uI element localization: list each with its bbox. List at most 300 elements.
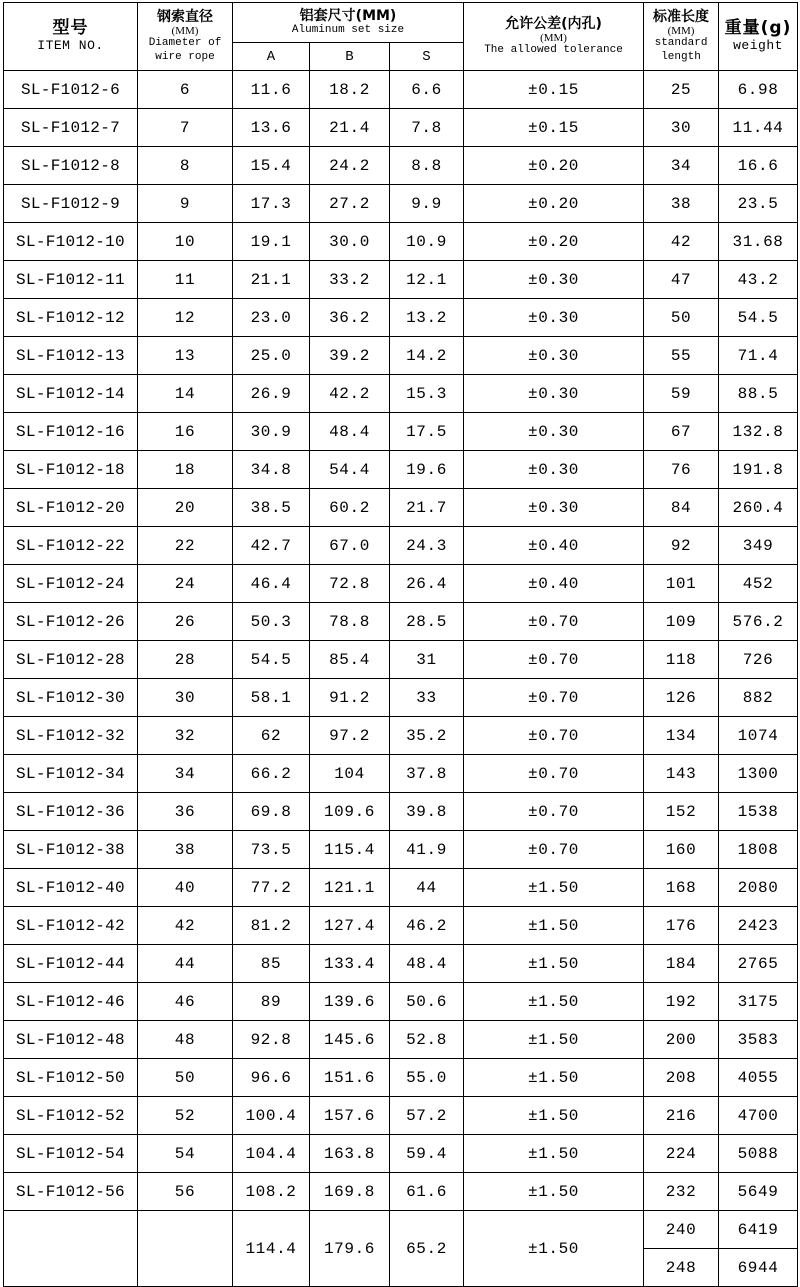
cell-wire-diameter: 14 xyxy=(138,375,233,413)
cell-dim-s: 50.6 xyxy=(390,983,464,1021)
cell-standard-length: 160 xyxy=(644,831,719,869)
cell-item-no: SL-F1012-9 xyxy=(4,185,138,223)
table-row xyxy=(4,907,798,945)
cell-dim-b: 30.0 xyxy=(310,223,390,261)
cell-dim-s: 57.2 xyxy=(390,1097,464,1135)
cell-weight: 6944 xyxy=(719,1249,798,1287)
specification-table xyxy=(3,2,798,1287)
cell-weight: 349 xyxy=(719,527,798,565)
cell-dim-b: 85.4 xyxy=(310,641,390,679)
header-item-no-cn: 型号 xyxy=(52,17,89,38)
cell-dim-b: 91.2 xyxy=(310,679,390,717)
cell-wire-diameter: 20 xyxy=(138,489,233,527)
cell-standard-length: 84 xyxy=(644,489,719,527)
cell-item-no: SL-F1012-13 xyxy=(4,337,138,375)
cell-dim-b: 72.8 xyxy=(310,565,390,603)
cell-wire-diameter: 10 xyxy=(138,223,233,261)
header-standard-length-cn: 标准长度 xyxy=(653,9,710,26)
cell-wire-diameter: 8 xyxy=(138,147,233,185)
cell-item-no: SL-F1012-38 xyxy=(4,831,138,869)
cell-dim-a: 17.3 xyxy=(233,185,310,223)
cell-tolerance: ±0.20 xyxy=(464,185,644,223)
cell-weight: 2765 xyxy=(719,945,798,983)
cell-wire-diameter: 12 xyxy=(138,299,233,337)
table-row xyxy=(4,1059,798,1097)
header-item-no xyxy=(4,3,138,71)
header-allowed-tolerance-unit: (MM) xyxy=(540,31,567,44)
cell-weight: 726 xyxy=(719,641,798,679)
cell-standard-length: 59 xyxy=(644,375,719,413)
cell-tolerance: ±1.50 xyxy=(464,1211,644,1287)
cell-dim-b: 139.6 xyxy=(310,983,390,1021)
table-row xyxy=(4,1097,798,1135)
cell-dim-s: 52.8 xyxy=(390,1021,464,1059)
table-row xyxy=(4,565,798,603)
cell-dim-a: 21.1 xyxy=(233,261,310,299)
cell-dim-s: 41.9 xyxy=(390,831,464,869)
cell-item-no: SL-F1012-6 xyxy=(4,71,138,109)
cell-item-no: SL-F1012-8 xyxy=(4,147,138,185)
cell-weight: 191.8 xyxy=(719,451,798,489)
cell-dim-a: 96.6 xyxy=(233,1059,310,1097)
cell-dim-b: 21.4 xyxy=(310,109,390,147)
cell-weight: 3583 xyxy=(719,1021,798,1059)
cell-dim-b: 163.8 xyxy=(310,1135,390,1173)
table-row xyxy=(4,831,798,869)
cell-wire-diameter: 18 xyxy=(138,451,233,489)
cell-tolerance: ±0.70 xyxy=(464,831,644,869)
header-wire-diameter-en-2: wire rope xyxy=(155,50,215,63)
cell-weight: 54.5 xyxy=(719,299,798,337)
cell-dim-b: 42.2 xyxy=(310,375,390,413)
cell-weight: 576.2 xyxy=(719,603,798,641)
cell-item-no: SL-F1012-42 xyxy=(4,907,138,945)
cell-standard-length: 101 xyxy=(644,565,719,603)
cell-wire-diameter xyxy=(138,1211,233,1287)
cell-dim-a: 100.4 xyxy=(233,1097,310,1135)
table-row xyxy=(4,223,798,261)
cell-dim-a: 13.6 xyxy=(233,109,310,147)
cell-dim-b: 127.4 xyxy=(310,907,390,945)
cell-dim-b: 60.2 xyxy=(310,489,390,527)
cell-tolerance: ±0.30 xyxy=(464,413,644,451)
cell-tolerance: ±1.50 xyxy=(464,945,644,983)
cell-weight: 260.4 xyxy=(719,489,798,527)
header-aluminum-set-size-en: Aluminum set size xyxy=(291,23,405,36)
cell-item-no: SL-F1012-30 xyxy=(4,679,138,717)
cell-dim-a: 66.2 xyxy=(233,755,310,793)
header-allowed-tolerance-cn: 允许公差(内孔) xyxy=(505,15,602,32)
table-row xyxy=(4,1211,798,1249)
cell-standard-length: 232 xyxy=(644,1173,719,1211)
cell-standard-length: 143 xyxy=(644,755,719,793)
cell-dim-a: 50.3 xyxy=(233,603,310,641)
cell-item-no: SL-F1012-14 xyxy=(4,375,138,413)
cell-standard-length: 50 xyxy=(644,299,719,337)
cell-wire-diameter: 11 xyxy=(138,261,233,299)
cell-dim-s: 9.9 xyxy=(390,185,464,223)
cell-tolerance: ±0.20 xyxy=(464,147,644,185)
cell-dim-a: 62 xyxy=(233,717,310,755)
cell-wire-diameter: 40 xyxy=(138,869,233,907)
cell-dim-s: 24.3 xyxy=(390,527,464,565)
cell-item-no: SL-F1012-24 xyxy=(4,565,138,603)
cell-dim-s: 55.0 xyxy=(390,1059,464,1097)
header-aluminum-set-size xyxy=(233,3,464,43)
cell-wire-diameter: 42 xyxy=(138,907,233,945)
table-row xyxy=(4,641,798,679)
table-row xyxy=(4,375,798,413)
cell-dim-a: 58.1 xyxy=(233,679,310,717)
cell-weight: 43.2 xyxy=(719,261,798,299)
cell-standard-length: 34 xyxy=(644,147,719,185)
cell-dim-s: 14.2 xyxy=(390,337,464,375)
cell-dim-a: 26.9 xyxy=(233,375,310,413)
cell-dim-s: 13.2 xyxy=(390,299,464,337)
cell-wire-diameter: 52 xyxy=(138,1097,233,1135)
table-row xyxy=(4,869,798,907)
cell-dim-b: 145.6 xyxy=(310,1021,390,1059)
cell-standard-length: 76 xyxy=(644,451,719,489)
cell-dim-s: 12.1 xyxy=(390,261,464,299)
cell-standard-length: 109 xyxy=(644,603,719,641)
cell-dim-s: 35.2 xyxy=(390,717,464,755)
cell-item-no: SL-F1012-28 xyxy=(4,641,138,679)
cell-tolerance: ±0.15 xyxy=(464,71,644,109)
cell-dim-s: 61.6 xyxy=(390,1173,464,1211)
header-standard-length-unit: (MM) xyxy=(667,25,695,38)
cell-dim-a: 54.5 xyxy=(233,641,310,679)
cell-dim-s: 10.9 xyxy=(390,223,464,261)
cell-dim-b: 104 xyxy=(310,755,390,793)
cell-dim-b: 157.6 xyxy=(310,1097,390,1135)
cell-standard-length: 47 xyxy=(644,261,719,299)
cell-item-no: SL-F1012-56 xyxy=(4,1173,138,1211)
cell-dim-s: 7.8 xyxy=(390,109,464,147)
header-weight-cn: 重量(g) xyxy=(724,17,792,38)
cell-tolerance: ±1.50 xyxy=(464,1173,644,1211)
cell-dim-b: 27.2 xyxy=(310,185,390,223)
cell-wire-diameter: 9 xyxy=(138,185,233,223)
cell-dim-s: 26.4 xyxy=(390,565,464,603)
table-row xyxy=(4,717,798,755)
header-allowed-tolerance xyxy=(464,3,644,71)
cell-dim-b: 169.8 xyxy=(310,1173,390,1211)
cell-dim-b: 179.6 xyxy=(310,1211,390,1287)
table-row xyxy=(4,755,798,793)
cell-tolerance: ±0.70 xyxy=(464,641,644,679)
cell-tolerance: ±0.70 xyxy=(464,679,644,717)
cell-wire-diameter: 46 xyxy=(138,983,233,1021)
cell-weight: 6419 xyxy=(719,1211,798,1249)
cell-tolerance: ±0.30 xyxy=(464,261,644,299)
cell-dim-a: 104.4 xyxy=(233,1135,310,1173)
cell-tolerance: ±0.30 xyxy=(464,337,644,375)
cell-dim-s: 15.3 xyxy=(390,375,464,413)
cell-weight: 11.44 xyxy=(719,109,798,147)
cell-dim-s: 59.4 xyxy=(390,1135,464,1173)
cell-weight: 132.8 xyxy=(719,413,798,451)
cell-wire-diameter: 32 xyxy=(138,717,233,755)
cell-wire-diameter: 30 xyxy=(138,679,233,717)
cell-standard-length: 224 xyxy=(644,1135,719,1173)
header-wire-diameter-cn: 钢索直径 xyxy=(157,9,213,26)
table-row xyxy=(4,945,798,983)
cell-item-no: SL-F1012-18 xyxy=(4,451,138,489)
cell-standard-length: 200 xyxy=(644,1021,719,1059)
cell-weight: 452 xyxy=(719,565,798,603)
table-row xyxy=(4,527,798,565)
cell-tolerance: ±0.70 xyxy=(464,603,644,641)
cell-dim-a: 15.4 xyxy=(233,147,310,185)
header-weight xyxy=(719,3,798,71)
cell-dim-a: 114.4 xyxy=(233,1211,310,1287)
cell-wire-diameter: 16 xyxy=(138,413,233,451)
cell-dim-a: 30.9 xyxy=(233,413,310,451)
cell-tolerance: ±0.70 xyxy=(464,793,644,831)
cell-weight: 5088 xyxy=(719,1135,798,1173)
cell-tolerance: ±1.50 xyxy=(464,1021,644,1059)
table-row xyxy=(4,337,798,375)
cell-item-no: SL-F1012-40 xyxy=(4,869,138,907)
cell-weight: 4055 xyxy=(719,1059,798,1097)
cell-weight: 1300 xyxy=(719,755,798,793)
header-weight-en: weight xyxy=(733,38,783,54)
cell-dim-a: 73.5 xyxy=(233,831,310,869)
table-row xyxy=(4,147,798,185)
header-sub-a: A xyxy=(233,43,310,71)
cell-dim-a: 23.0 xyxy=(233,299,310,337)
cell-weight: 88.5 xyxy=(719,375,798,413)
cell-dim-s: 46.2 xyxy=(390,907,464,945)
cell-tolerance: ±0.40 xyxy=(464,565,644,603)
cell-standard-length: 152 xyxy=(644,793,719,831)
cell-tolerance: ±1.50 xyxy=(464,907,644,945)
cell-standard-length: 118 xyxy=(644,641,719,679)
cell-standard-length: 67 xyxy=(644,413,719,451)
cell-dim-a: 69.8 xyxy=(233,793,310,831)
cell-tolerance: ±0.40 xyxy=(464,527,644,565)
header-standard-length-en-1: standard xyxy=(654,37,708,50)
cell-standard-length: 184 xyxy=(644,945,719,983)
header-item-no-en: ITEM NO. xyxy=(37,38,104,54)
table-row xyxy=(4,1135,798,1173)
cell-wire-diameter: 38 xyxy=(138,831,233,869)
cell-item-no: SL-F1012-26 xyxy=(4,603,138,641)
cell-weight: 882 xyxy=(719,679,798,717)
cell-dim-b: 121.1 xyxy=(310,869,390,907)
cell-dim-s: 8.8 xyxy=(390,147,464,185)
cell-dim-b: 97.2 xyxy=(310,717,390,755)
cell-tolerance: ±0.30 xyxy=(464,489,644,527)
cell-dim-s: 21.7 xyxy=(390,489,464,527)
cell-weight: 4700 xyxy=(719,1097,798,1135)
cell-item-no: SL-F1012-11 xyxy=(4,261,138,299)
cell-dim-s: 17.5 xyxy=(390,413,464,451)
cell-standard-length: 25 xyxy=(644,71,719,109)
cell-dim-b: 109.6 xyxy=(310,793,390,831)
cell-wire-diameter: 48 xyxy=(138,1021,233,1059)
cell-tolerance: ±0.20 xyxy=(464,223,644,261)
cell-standard-length: 134 xyxy=(644,717,719,755)
cell-weight: 2423 xyxy=(719,907,798,945)
cell-dim-a: 81.2 xyxy=(233,907,310,945)
cell-dim-s: 65.2 xyxy=(390,1211,464,1287)
cell-tolerance: ±0.30 xyxy=(464,451,644,489)
cell-weight: 1538 xyxy=(719,793,798,831)
cell-tolerance: ±1.50 xyxy=(464,1059,644,1097)
cell-wire-diameter: 36 xyxy=(138,793,233,831)
cell-weight: 2080 xyxy=(719,869,798,907)
cell-dim-b: 115.4 xyxy=(310,831,390,869)
cell-standard-length: 38 xyxy=(644,185,719,223)
cell-weight: 3175 xyxy=(719,983,798,1021)
cell-dim-b: 24.2 xyxy=(310,147,390,185)
table-row xyxy=(4,489,798,527)
table-row xyxy=(4,1021,798,1059)
cell-item-no: SL-F1012-46 xyxy=(4,983,138,1021)
cell-dim-a: 25.0 xyxy=(233,337,310,375)
cell-dim-a: 108.2 xyxy=(233,1173,310,1211)
cell-standard-length: 240 xyxy=(644,1211,719,1249)
cell-dim-b: 54.4 xyxy=(310,451,390,489)
cell-dim-b: 151.6 xyxy=(310,1059,390,1097)
cell-item-no: SL-F1012-16 xyxy=(4,413,138,451)
cell-standard-length: 216 xyxy=(644,1097,719,1135)
cell-weight: 71.4 xyxy=(719,337,798,375)
cell-standard-length: 208 xyxy=(644,1059,719,1097)
cell-dim-a: 42.7 xyxy=(233,527,310,565)
cell-dim-s: 31 xyxy=(390,641,464,679)
cell-dim-a: 11.6 xyxy=(233,71,310,109)
cell-item-no: SL-F1012-52 xyxy=(4,1097,138,1135)
cell-standard-length: 42 xyxy=(644,223,719,261)
cell-item-no xyxy=(4,1211,138,1287)
cell-tolerance: ±0.70 xyxy=(464,717,644,755)
cell-standard-length: 55 xyxy=(644,337,719,375)
cell-weight: 5649 xyxy=(719,1173,798,1211)
cell-dim-b: 36.2 xyxy=(310,299,390,337)
cell-item-no: SL-F1012-22 xyxy=(4,527,138,565)
cell-dim-b: 39.2 xyxy=(310,337,390,375)
cell-standard-length: 192 xyxy=(644,983,719,1021)
table-body xyxy=(4,71,798,1287)
table-row xyxy=(4,603,798,641)
cell-dim-s: 44 xyxy=(390,869,464,907)
cell-tolerance: ±0.15 xyxy=(464,109,644,147)
table-row xyxy=(4,413,798,451)
table-row xyxy=(4,1173,798,1211)
cell-dim-s: 37.8 xyxy=(390,755,464,793)
cell-tolerance: ±0.30 xyxy=(464,299,644,337)
table-row xyxy=(4,793,798,831)
table-row xyxy=(4,185,798,223)
cell-item-no: SL-F1012-44 xyxy=(4,945,138,983)
cell-dim-a: 77.2 xyxy=(233,869,310,907)
cell-standard-length: 126 xyxy=(644,679,719,717)
cell-standard-length: 168 xyxy=(644,869,719,907)
cell-weight: 1808 xyxy=(719,831,798,869)
cell-item-no: SL-F1012-36 xyxy=(4,793,138,831)
cell-weight: 16.6 xyxy=(719,147,798,185)
cell-dim-a: 34.8 xyxy=(233,451,310,489)
cell-dim-a: 89 xyxy=(233,983,310,1021)
cell-standard-length: 92 xyxy=(644,527,719,565)
table-row xyxy=(4,451,798,489)
cell-dim-b: 48.4 xyxy=(310,413,390,451)
cell-weight: 31.68 xyxy=(719,223,798,261)
cell-wire-diameter: 7 xyxy=(138,109,233,147)
table-row xyxy=(4,983,798,1021)
cell-dim-b: 78.8 xyxy=(310,603,390,641)
table-row xyxy=(4,299,798,337)
cell-weight: 1074 xyxy=(719,717,798,755)
cell-weight: 6.98 xyxy=(719,71,798,109)
cell-dim-a: 19.1 xyxy=(233,223,310,261)
header-aluminum-set-size-cn: 铝套尺寸(MM) xyxy=(299,7,397,24)
cell-wire-diameter: 56 xyxy=(138,1173,233,1211)
cell-item-no: SL-F1012-34 xyxy=(4,755,138,793)
cell-wire-diameter: 28 xyxy=(138,641,233,679)
cell-wire-diameter: 50 xyxy=(138,1059,233,1097)
cell-wire-diameter: 26 xyxy=(138,603,233,641)
cell-dim-b: 133.4 xyxy=(310,945,390,983)
cell-wire-diameter: 6 xyxy=(138,71,233,109)
cell-item-no: SL-F1012-12 xyxy=(4,299,138,337)
cell-wire-diameter: 13 xyxy=(138,337,233,375)
cell-tolerance: ±1.50 xyxy=(464,1097,644,1135)
cell-standard-length: 176 xyxy=(644,907,719,945)
cell-dim-s: 33 xyxy=(390,679,464,717)
table-row xyxy=(4,261,798,299)
cell-tolerance: ±1.50 xyxy=(464,869,644,907)
header-wire-diameter xyxy=(138,3,233,71)
cell-wire-diameter: 22 xyxy=(138,527,233,565)
cell-weight: 23.5 xyxy=(719,185,798,223)
cell-item-no: SL-F1012-7 xyxy=(4,109,138,147)
cell-item-no: SL-F1012-32 xyxy=(4,717,138,755)
cell-dim-b: 67.0 xyxy=(310,527,390,565)
cell-tolerance: ±0.70 xyxy=(464,755,644,793)
cell-dim-s: 48.4 xyxy=(390,945,464,983)
table-head xyxy=(4,3,798,71)
table-row xyxy=(4,109,798,147)
cell-dim-b: 33.2 xyxy=(310,261,390,299)
cell-dim-a: 46.4 xyxy=(233,565,310,603)
table-row xyxy=(4,679,798,717)
cell-item-no: SL-F1012-48 xyxy=(4,1021,138,1059)
cell-tolerance: ±0.30 xyxy=(464,375,644,413)
cell-dim-s: 19.6 xyxy=(390,451,464,489)
cell-item-no: SL-F1012-10 xyxy=(4,223,138,261)
header-wire-diameter-unit: (MM) xyxy=(171,25,199,38)
cell-dim-a: 38.5 xyxy=(233,489,310,527)
cell-dim-s: 28.5 xyxy=(390,603,464,641)
cell-dim-a: 92.8 xyxy=(233,1021,310,1059)
header-sub-s: S xyxy=(390,43,464,71)
header-allowed-tolerance-en: The allowed tolerance xyxy=(484,44,623,56)
header-sub-b: B xyxy=(310,43,390,71)
header-standard-length xyxy=(644,3,719,71)
cell-standard-length: 30 xyxy=(644,109,719,147)
table-row xyxy=(4,71,798,109)
header-standard-length-en-2: length xyxy=(661,50,701,63)
cell-standard-length: 248 xyxy=(644,1249,719,1287)
cell-tolerance: ±1.50 xyxy=(464,1135,644,1173)
cell-item-no: SL-F1012-50 xyxy=(4,1059,138,1097)
cell-dim-b: 18.2 xyxy=(310,71,390,109)
cell-dim-s: 6.6 xyxy=(390,71,464,109)
